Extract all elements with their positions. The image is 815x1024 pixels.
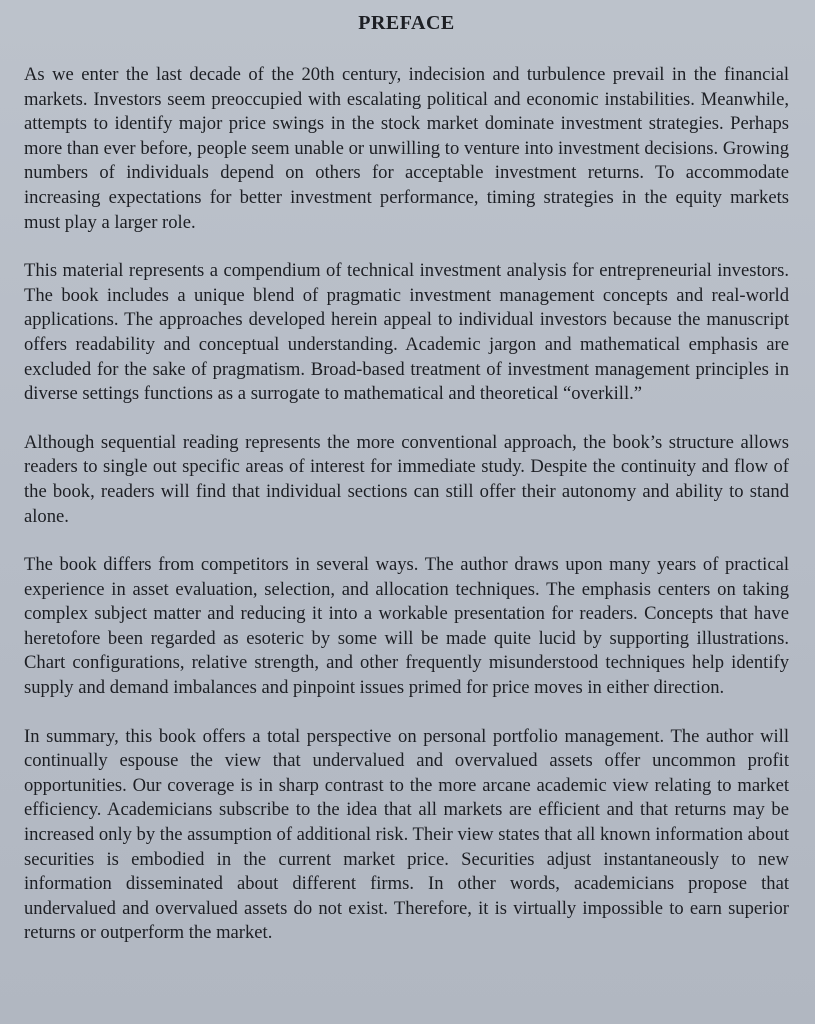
paragraph-1: As we enter the last decade of the 20th century, indecision and turbulence prevail in the financial markets. Investors seem preoccupied with escalating political and economic instabilities. Meanwhile, attempts to identify major price swings in the stock market dominate investment strategies. Perhaps more than ever before, people seem unable or unwilling to venture into investment decisions. Growing numbers of individuals depend on others for acceptable investment returns. To accommodate increasing expectations for better investment performance, timing strategies in the equity markets must play a larger role. xyxy=(24,64,789,233)
paragraph-4: The book differs from competitors in several ways. The author draws upon many years of practical experience in asset evaluation, selection, and allocation techniques. The emphasis centers on taking complex subject matter and reducing it into a workable presentation for readers. Concepts that have heretofore been regarded as esoteric by some will be made quite lucid by supporting illustrations. Chart configurations, relative strength, and other frequently misunderstood techniques help identify supply and demand imbalances and pinpoint issues primed for price moves in either direction. xyxy=(24,554,789,699)
paragraph-2: This material represents a compendium of technical investment analysis for entrepreneurial investors. The book includes a unique blend of pragmatic investment management concepts and real-world applications. The approaches developed herein appeal to individual investors because the manuscript offers readability and conceptual understanding. Academic jargon and mathematical emphasis are excluded for the sake of pragmatism. Broad-based treatment of investment management principles in diverse settings functions as a surrogate to mathematical and theoretical “overkill.” xyxy=(24,260,789,405)
paragraph-5: In summary, this book offers a total perspective on personal portfolio management. The author will continually espouse the view that undervalued and overvalued assets offer uncommon profit opportunities. Our coverage is in sharp contrast to the more arcane academic view relating to market efficiency. Academicians subscribe to the idea that all markets are efficient and that returns may be increased only by the assumption of additional risk. Their view states that all known information about securities is embodied in the current market price. Securities adjust instantaneously to new information disseminated about different firms. In other words, academicians propose that undervalued and overvalued assets do not exist. Therefore, it is virtually impossible to earn superior returns or outperform the market. xyxy=(24,725,789,944)
page-title: PREFACE xyxy=(358,12,455,34)
paragraph-3: Although sequential reading represents the more conventional approach, the book’s structure allows readers to single out specific areas of interest for immediate study. Despite the continuity and flow of the book, readers will find that individual sections can still offer their autonomy and ability to stand alone. xyxy=(24,431,789,527)
